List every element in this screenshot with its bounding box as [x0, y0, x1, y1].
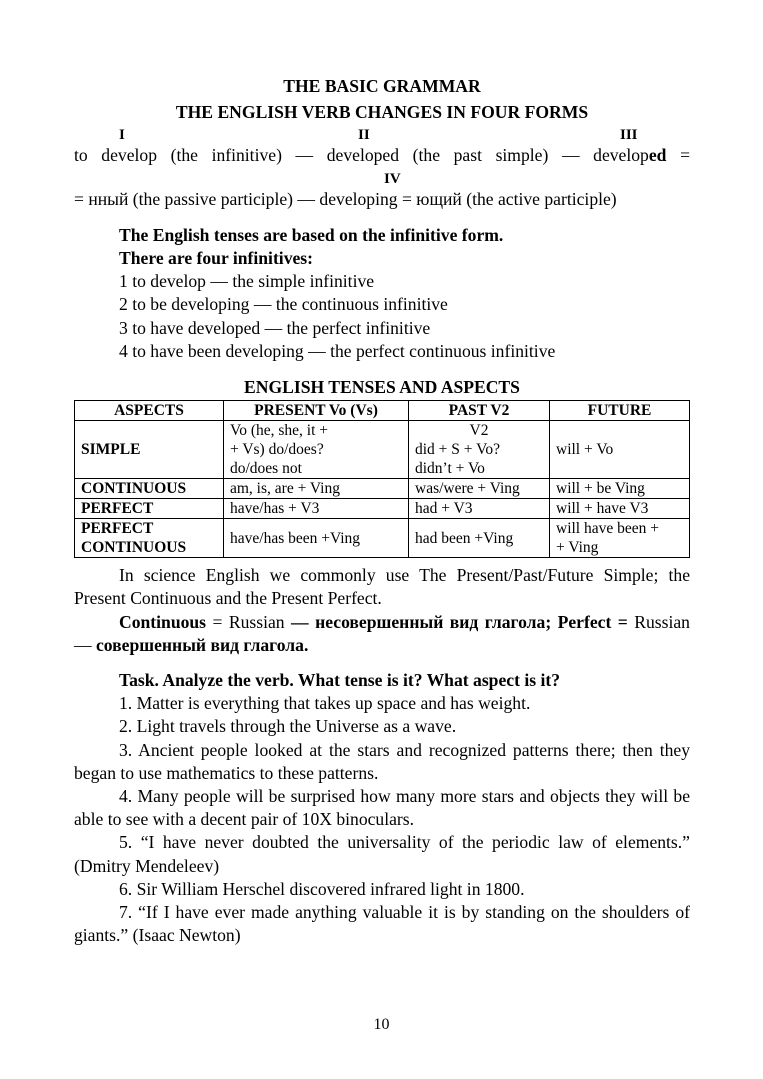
page-number: 10	[373, 1016, 390, 1033]
simple-future: will + Vo	[550, 421, 690, 479]
task-item: 2. Light travels through the Universe as a wave.	[119, 716, 457, 737]
simple-past-cell	[409, 421, 550, 479]
continuous-past: was/were + Ving	[409, 479, 550, 499]
task-item: 5. “I have never doubted the universality of the periodic law of elements.” (Dmitry Mendeleev)	[74, 832, 690, 876]
simple-present-line: + Vs) do/does?	[230, 441, 324, 459]
task-item: 3. Ancient people looked at the stars and recognized patterns there; then they began to use mathematics to these patterns.	[74, 739, 690, 783]
aspect-continuous: CONTINUOUS	[75, 479, 224, 499]
infinitive-item: 4 to have been developing — the perfect continuous infinitive	[119, 340, 556, 361]
simple-present-line: do/does not	[230, 460, 302, 478]
note-paragraph-2	[74, 611, 690, 657]
forms-line-1	[74, 144, 690, 167]
title-verb-forms: THE ENGLISH VERB CHANGES IN FOUR FORMS	[175, 102, 589, 123]
aspect-perfect-continuous-line: PERFECT	[81, 520, 154, 538]
note-perfective: совершенный вид глагола.	[96, 634, 309, 655]
infinitive-item: 1 to develop — the simple infinitive	[119, 271, 375, 292]
task-item: 6. Sir William Herschel discovered infrared light in 1800.	[119, 878, 525, 899]
header-aspects: ASPECTS	[75, 401, 224, 421]
table-row-perfect-continuous	[75, 519, 690, 558]
perfect-continuous-future-cell	[550, 519, 690, 558]
note-continuous-term: Continuous	[119, 611, 207, 632]
form-number-1: I	[119, 127, 125, 144]
perfect-future: will + have V3	[550, 499, 690, 519]
task-item: 4. Many people will be surprised how many more stars and objects they will be able to see with a decent pair of 10X binoculars.	[74, 786, 690, 830]
perfect-past: had + V3	[409, 499, 550, 519]
aspect-perfect-continuous	[75, 519, 224, 558]
forms-line-1-ending: ed	[648, 145, 667, 166]
perfect-continuous-future-line: will have been +	[556, 520, 659, 538]
infinitive-item: 2 to be developing — the continuous infinitive	[119, 294, 448, 315]
forms-line-1-text: to develop (the infinitive) — developed (the past simple) — develop	[74, 145, 649, 166]
header-past: PAST V2	[409, 401, 550, 421]
table-row-perfect	[75, 499, 690, 519]
perfect-continuous-future-line: + Ving	[556, 539, 599, 557]
infinitive-item: 3 to have developed — the perfect infinitive	[119, 317, 431, 338]
perfect-continuous-present: have/has been +Ving	[224, 519, 409, 558]
infinitives-intro-1: The English tenses are based on the infinitive form.	[119, 224, 504, 245]
table-row-simple	[75, 421, 690, 479]
aspect-perfect-continuous-line: CONTINUOUS	[81, 539, 187, 557]
aspect-simple: SIMPLE	[75, 421, 224, 479]
infinitives-intro-2: There are four infinitives:	[119, 248, 314, 269]
form-number-2: II	[358, 127, 370, 144]
title-basic-grammar: THE BASIC GRAMMAR	[283, 76, 481, 96]
note-text: Russian —	[74, 611, 690, 655]
page-content	[74, 75, 690, 947]
simple-present-cell	[224, 421, 409, 479]
continuous-present: am, is, are + Ving	[224, 479, 409, 499]
table-row-continuous	[75, 479, 690, 499]
form-numbers-row	[74, 124, 690, 144]
aspect-perfect: PERFECT	[75, 499, 224, 519]
continuous-future: will + be Ving	[550, 479, 690, 499]
simple-past-line: didn’t + Vo	[415, 460, 485, 478]
forms-line-1-equals: =	[666, 145, 690, 166]
perfect-present: have/has + V3	[224, 499, 409, 519]
simple-present-line: Vo (he, she, it +	[230, 422, 329, 440]
simple-past-line: V2	[469, 422, 489, 440]
note-text: = Russian	[206, 611, 292, 632]
note-paragraph-1: In science English we commonly use The Present/Past/Future Simple; the Present Continuous and the Present Perfect.	[74, 565, 690, 609]
simple-past-line: did + S + Vo?	[415, 441, 500, 459]
task-item: 1. Matter is everything that takes up space and has weight.	[119, 693, 531, 714]
table-title: ENGLISH TENSES AND ASPECTS	[244, 377, 520, 398]
table-header-row	[75, 401, 690, 421]
task-item: 7. “If I have ever made anything valuable it is by standing on the shoulders of giants.” (Isaac Newton)	[74, 902, 690, 946]
header-future: FUTURE	[550, 401, 690, 421]
note-imperfective: — несовершенный вид глагола; Perfect =	[291, 611, 628, 632]
form-number-4-row	[74, 168, 690, 188]
header-present: PRESENT Vo (Vs)	[224, 401, 409, 421]
tenses-table	[74, 400, 690, 558]
form-number-4: IV	[384, 170, 401, 187]
forms-line-2: = нный (the passive participle) — developing = ющий (the active participle)	[74, 188, 617, 209]
perfect-continuous-past: had been +Ving	[409, 519, 550, 558]
form-number-3: III	[620, 127, 638, 144]
task-heading: Task. Analyze the verb. What tense is it? What aspect is it?	[119, 670, 561, 691]
